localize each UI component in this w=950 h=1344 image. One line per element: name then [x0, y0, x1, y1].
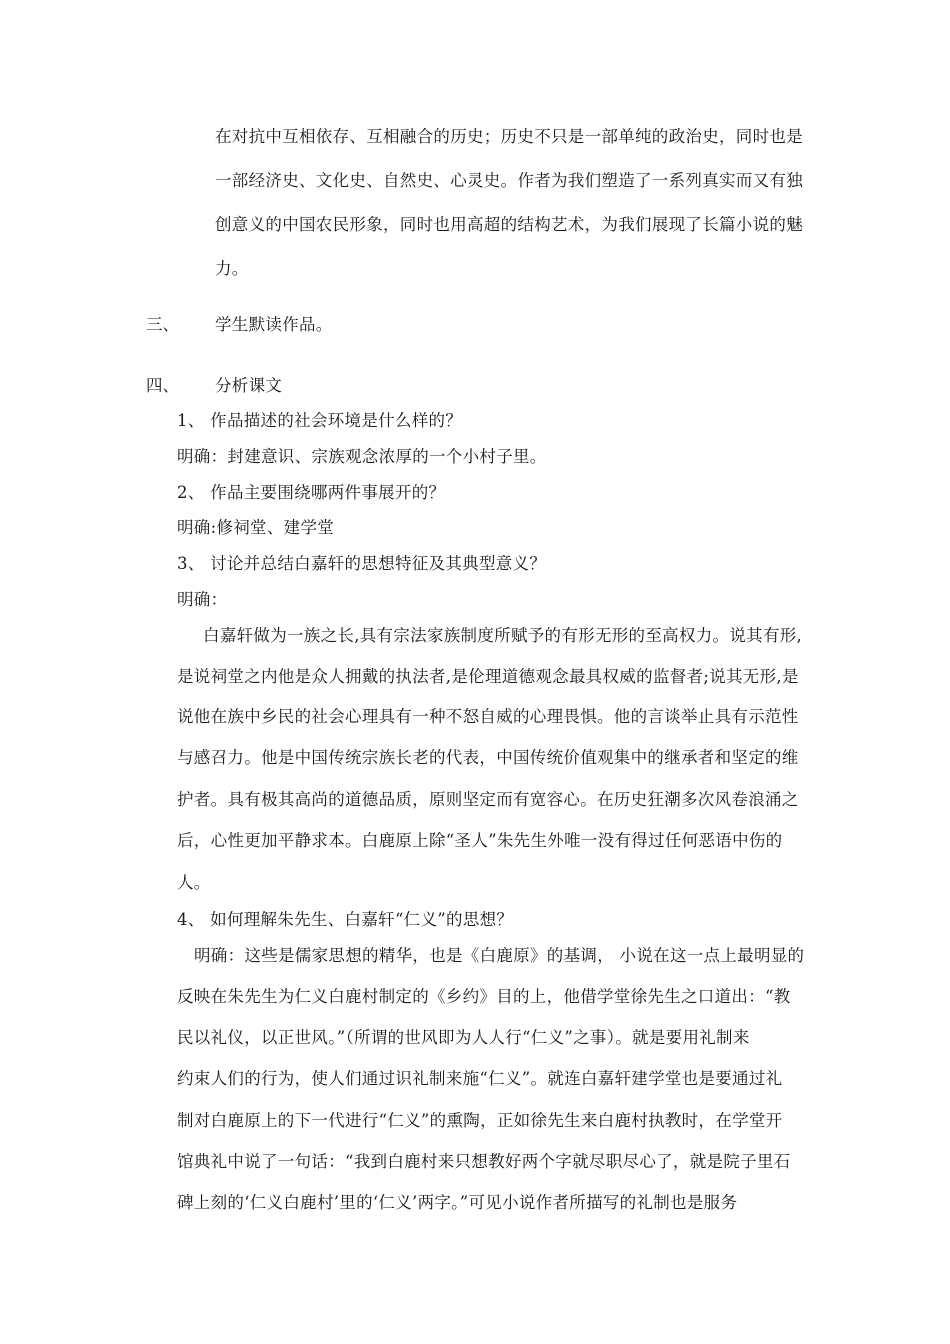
question-4: 4、 如何理解朱先生、白嘉轩“仁义”的思想？ [177, 910, 514, 929]
answer-4-line-5: 制对白鹿原上的下一代进行“仁义”的熏陶，正如徐先生来白鹿村执教时，在学堂开 [177, 1111, 783, 1130]
section-3-title: 学生默读作品。 [215, 315, 333, 334]
answer-3-line-1: 白嘉轩做为一族之长,具有宗法家族制度所赋予的有形无形的至高权力。说其有形, [203, 626, 803, 645]
answer-3-line-4: 与感召力。他是中国传统宗族长老的代表，中国传统价值观集中的继承者和坚定的维 [177, 748, 799, 767]
answer-4-line-4: 约束人们的行为，使人们通过识礼制来施“仁义”。就连白嘉轩建学堂也是要通过礼 [177, 1069, 783, 1088]
answer-4-line-3: 民以礼仪，以正世风。”（所谓的世风即为人人行“仁义”之事）。就是要用礼制来 [177, 1028, 750, 1047]
answer-3-label: 明确： [177, 590, 228, 609]
intro-line-4: 力。 [215, 259, 249, 278]
answer-4-line-6: 馆典礼中说了一句话：“我到白鹿村来只想教好两个字就尽职尽心了，就是院子里石 [177, 1152, 791, 1171]
answer-4-line-7: 碑上刻的‘仁义白鹿村’里的‘仁义’两字。”可见小说作者所描写的礼制也是服务 [177, 1193, 738, 1212]
question-2: 2、 作品主要围绕哪两件事展开的？ [177, 483, 446, 502]
answer-3-line-3: 说他在族中乡民的社会心理具有一种不怒自威的心理畏惧。他的言谈举止具有示范性 [177, 707, 799, 726]
question-3: 3、 讨论并总结白嘉轩的思想特征及其典型意义？ [177, 554, 547, 573]
section-4-title: 分析课文 [215, 376, 283, 395]
question-1: 1、 作品描述的社会环境是什么样的？ [177, 411, 463, 430]
answer-3-line-5: 护者。具有极其高尚的道德品质，原则坚定而有宽容心。在历史狂潮多次风卷浪涌之 [177, 790, 799, 809]
intro-line-1: 在对抗中互相依存、互相融合的历史；历史不只是一部单纯的政治史，同时也是 [215, 127, 803, 146]
answer-1: 明确：封建意识、宗族观念浓厚的一个小村子里。 [177, 447, 547, 466]
answer-3-line-7: 人。 [177, 873, 211, 892]
section-3-number: 三、 [146, 315, 179, 334]
answer-2: 明确:修祠堂、建学堂 [177, 518, 335, 537]
answer-3-line-6: 后，心性更加平静求本。白鹿原上除“圣人”朱先生外唯一没有得过任何恶语中伤的 [177, 831, 783, 850]
section-4-number: 四、 [146, 376, 179, 395]
answer-4-line-1: 明确：这些是儒家思想的精华，也是《白鹿原》的基调， 小说在这一点上最明显的 [194, 946, 805, 965]
intro-line-2: 一部经济史、文化史、自然史、心灵史。作者为我们塑造了一系列真实而又有独 [215, 171, 803, 190]
intro-line-3: 创意义的中国农民形象，同时也用高超的结构艺术，为我们展现了长篇小说的魅 [215, 215, 803, 234]
answer-4-line-2: 反映在朱先生为仁义白鹿村制定的《乡约》目的上，他借学堂徐先生之口道出：“教 [177, 987, 791, 1006]
answer-3-line-2: 是说祠堂之内他是众人拥戴的执法者,是伦理道德观念最具权威的监督者;说其无形,是 [177, 667, 799, 686]
